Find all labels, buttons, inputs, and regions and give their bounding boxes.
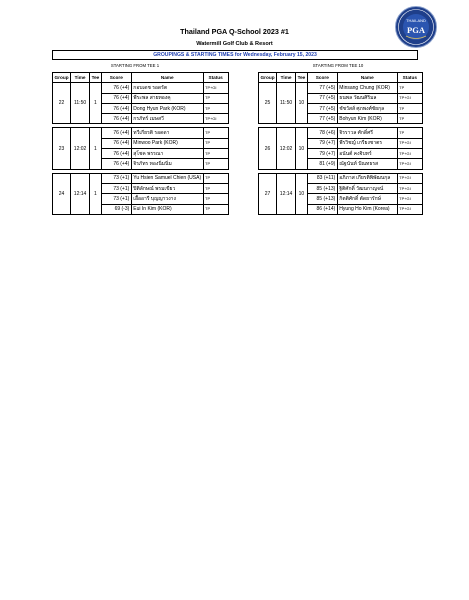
group-column-header: Group [259,73,277,83]
start-time: 12:14 [277,173,296,214]
tee-number: 10 [296,83,308,124]
player-row [259,83,423,93]
player-name: ชัชวัสส์ ศุภพงศ์ชัยกุล [337,103,397,113]
player-name: Minwoo Park (KOR) [131,138,203,148]
status-column-header: Status [203,73,228,83]
player-name: อนันต์ คงจิบทร์ [337,149,397,159]
svg-text:PGA: PGA [407,25,425,35]
tee-number: 10 [296,173,308,214]
player-status: TP+GI [203,114,228,124]
tee-column-header: Tee [296,73,308,83]
player-name: สุโชค พรรณา [131,149,203,159]
player-score: 76 (+4) [101,83,131,93]
group-number: 22 [53,83,71,124]
player-name: กรภัทร์ เมษสวี [131,114,203,124]
status-column-header: Status [397,73,422,83]
player-score: 77 (+5) [307,93,337,103]
header-row [259,73,423,83]
player-status: TP [397,114,422,124]
player-status: TP+GI [203,83,228,93]
player-score: 76 (+4) [101,159,131,169]
player-name: ทวีเกียรติ รอดดา [131,128,203,138]
score-column-header: Score [307,73,337,83]
player-name: พีระพล สายทองคุ [131,93,203,103]
tee-number: 1 [90,173,102,214]
player-name: พีรวิชญ์ เกรียงชาตร [337,138,397,148]
thailand-pga-logo [395,6,437,48]
player-score: 76 (+4) [101,138,131,148]
tee-number: 1 [90,128,102,169]
group-number: 26 [259,128,277,169]
player-score: 79 (+7) [307,138,337,148]
player-score: 76 (+4) [101,93,131,103]
player-status: TP [203,204,228,214]
player-status: TP+GI [397,159,422,169]
player-status: TP+GI [397,149,422,159]
player-score: 73 (+1) [101,194,131,204]
player-name: Bohyun Kim (KOR) [337,114,397,124]
player-name: ปิติลักษณ์ พรมเขียว [131,183,203,193]
player-score: 73 (+1) [101,173,131,183]
player-name: จิรภัทร ทองนิ่มนิ่ม [131,159,203,169]
start-time: 12:14 [71,173,90,214]
venue-name: Watermill Golf Club & Resort [196,41,273,47]
player-name: ธนพล วัฒนศิริมล [337,93,397,103]
start-time: 12:02 [277,128,296,169]
player-row [259,173,423,183]
tee-number: 10 [296,128,308,169]
player-status: TP [397,103,422,113]
player-name: Minsang Chung (KOR) [337,83,397,93]
group-number: 24 [53,173,71,214]
tee-number: 1 [90,83,102,124]
player-status: TP [203,194,228,204]
player-status: TP+GI [397,138,422,148]
group-column-header: Group [53,73,71,83]
groupings-banner: GROUPINGS & STARTING TIMES for Wednesday, February 15, 2023 [52,50,418,60]
player-score: 85 (+13) [307,183,337,193]
player-score: 77 (+5) [307,114,337,124]
player-status: TP [397,83,422,93]
tee-1-heading: STARTING FROM TEE 1 [110,63,160,68]
player-score: 77 (+5) [307,83,337,93]
player-status: TP+GI [397,93,422,103]
player-name: Hyung Ho Kim (Korea) [337,204,397,214]
svg-text:THAILAND: THAILAND [406,18,426,23]
name-column-header: Name [131,73,203,83]
player-name: กิตติศักดิ์ ตัดยารักษ์ [337,194,397,204]
player-name: Dong Hyun Park (KOR) [131,103,203,113]
player-score: 81 (+9) [307,159,337,169]
player-name: อภิภาส เกียรติพิพัฒนกุล [337,173,397,183]
player-status: TP [203,149,228,159]
player-name: ณัฐนันท์ ปัณทธรส [337,159,397,169]
player-score: 69 (-3) [101,204,131,214]
player-status: TP+GI [397,204,422,214]
player-row [53,128,229,138]
player-status: TP+GI [397,173,422,183]
player-score: 86 (+14) [307,204,337,214]
player-score: 73 (+1) [101,183,131,193]
player-score: 78 (+6) [307,128,337,138]
player-score: 76 (+4) [101,149,131,159]
tee-10-groupings-table [258,72,423,215]
player-score: 77 (+5) [307,103,337,113]
player-score: 79 (+7) [307,149,337,159]
player-row [53,173,229,183]
player-name: Yu Hsien Samuel Chien (USA) [131,173,203,183]
player-status: TP [203,128,228,138]
player-status: TP [203,173,228,183]
player-name: เอื้ออารี บุญญาวงาง [131,194,203,204]
start-time: 11:50 [71,83,90,124]
group-number: 23 [53,128,71,169]
start-time: 12:02 [71,128,90,169]
player-name: จิรราวล ศักดิ์ศรี [337,128,397,138]
player-status: TP+GI [397,194,422,204]
start-time: 11:50 [277,83,296,124]
player-status: TP [203,93,228,103]
player-name: กอบเดช รอดรัต [131,83,203,93]
tee-10-heading: STARTING FROM TEE 10 [312,63,364,68]
time-column-header: Time [277,73,296,83]
player-score: 76 (+4) [101,128,131,138]
player-name: Eui In Kim (KOR) [131,204,203,214]
player-score: 76 (+4) [101,103,131,113]
tee-1-groupings-table [52,72,229,215]
page-title: Thailand PGA Q-School 2023 #1 [180,27,289,36]
score-column-header: Score [101,73,131,83]
player-score: 76 (+4) [101,114,131,124]
header-row [53,73,229,83]
player-score: 83 (+11) [307,173,337,183]
player-row [259,128,423,138]
player-status: TP [203,183,228,193]
player-status: TP [203,103,228,113]
group-number: 25 [259,83,277,124]
group-number: 27 [259,173,277,214]
player-status: TP [397,128,422,138]
tee-column-header: Tee [90,73,102,83]
player-score: 85 (+13) [307,194,337,204]
player-status: TP+GI [397,183,422,193]
time-column-header: Time [71,73,90,83]
player-status: TP [203,159,228,169]
player-name: ฐิติศักดิ์ วัฒนกาญจน์ [337,183,397,193]
player-row [53,83,229,93]
player-status: TP [203,138,228,148]
name-column-header: Name [337,73,397,83]
